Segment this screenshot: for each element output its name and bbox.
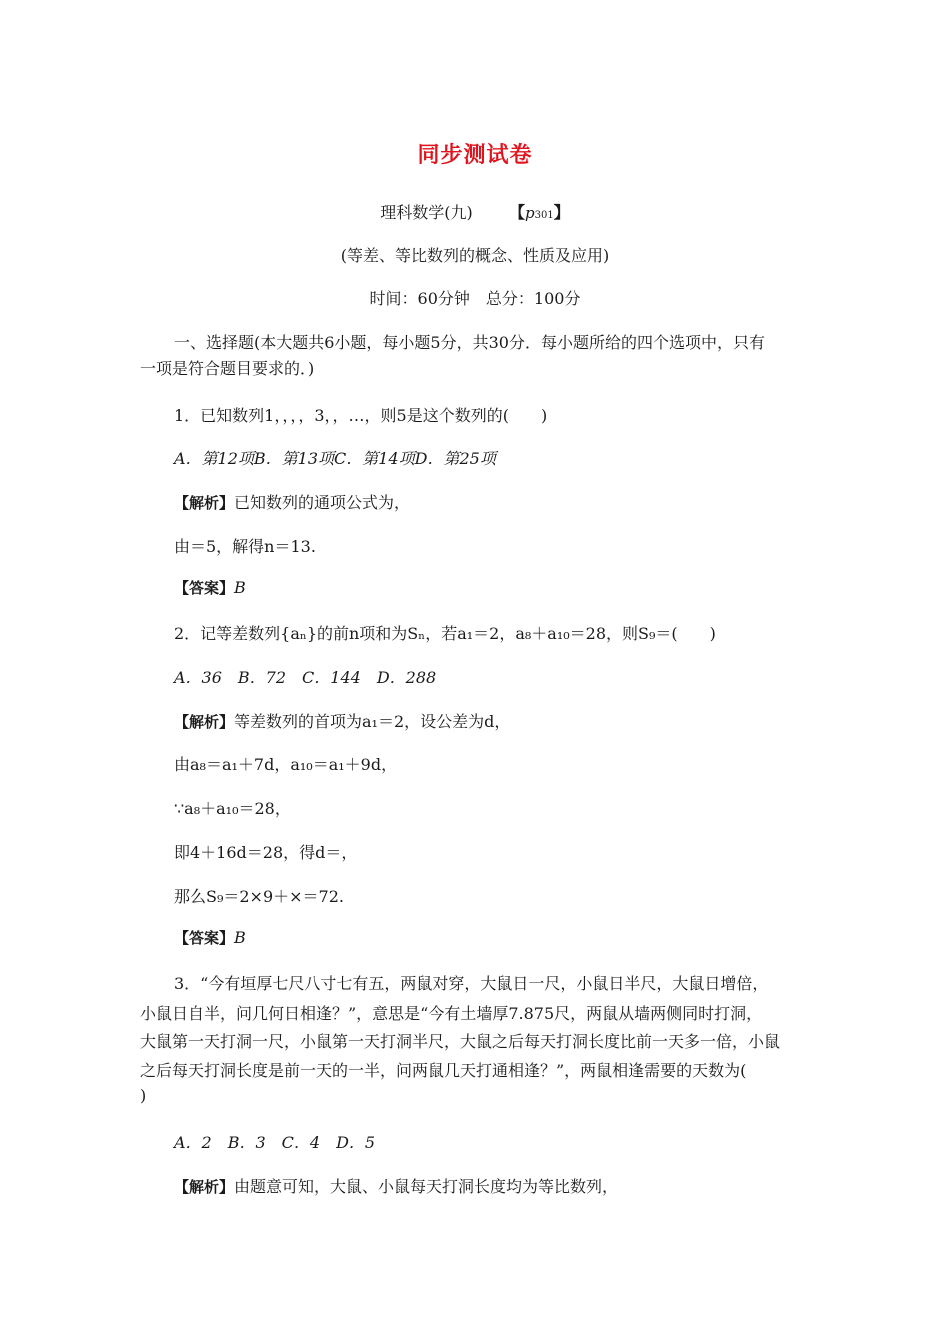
q1-analysis: 【解析】已知数列的通项公式为， (174, 493, 411, 512)
q3-stem-cont: 小鼠日自半，问几何日相逢？”，意思是“今有土墙厚7.875尺，两鼠从墙两侧同时打洞， (140, 1004, 763, 1023)
q2-analysis: 【解析】等差数列的首项为a₁＝2，设公差为d， (174, 712, 511, 731)
q3-stem-cont: 之后每天打洞长度是前一天的一半，问两鼠几天打通相逢？”，两鼠相逢需要的天数为( (140, 1061, 747, 1080)
time-info: 时间：60分钟 总分：100分 (369, 289, 581, 308)
answer-tag: 【答案】 (174, 579, 235, 597)
q3-analysis: 【解析】由题意可知，大鼠、小鼠每天打洞长度均为等比数列， (174, 1177, 619, 1196)
analysis-tag: 【解析】 (174, 713, 235, 731)
q2-options: A．36 B．72 C．144 D．288 (174, 668, 437, 687)
subtitle: 理科数学(九) (380, 203, 473, 222)
q2-step: 那么S₉＝2×9＋×＝72. (174, 887, 344, 906)
q2-step: 由a₈＝a₁＋7d，a₁₀＝a₁＋9d， (174, 755, 398, 774)
subtitle-line (0, 200, 950, 223)
q1-answer: 【答案】B (174, 578, 246, 597)
analysis-tag: 【解析】 (174, 1178, 235, 1196)
page-reference: 【p301】 (508, 203, 570, 222)
q2-answer: 【答案】B (174, 928, 246, 947)
page-title: 同步测试卷 (417, 143, 533, 168)
answer-tag: 【答案】 (174, 929, 235, 947)
q1-step: 由＝5，解得n＝13. (174, 537, 316, 556)
section-heading-cont: 一项是符合题目要求的．) (140, 359, 315, 378)
q1-stem: 1．已知数列1，，，，3，，…，则5是这个数列的( ) (174, 406, 548, 425)
q2-step: 即4＋16d＝28，得d＝， (174, 843, 358, 862)
q2-stem: 2．记等差数列{aₙ}的前n项和为Sₙ，若a₁＝2，a₈＋a₁₀＝28，则S₉＝( ) (174, 624, 716, 643)
q3-options: A．2 B．3 C．4 D．5 (174, 1133, 376, 1152)
q1-options: A．第12项B．第13项C．第14项D．第25项 (174, 449, 496, 468)
q3-stem-cont: ) (140, 1086, 147, 1105)
q3-stem: 3．“今有垣厚七尺八寸七有五，两鼠对穿，大鼠日一尺，小鼠日半尺，大鼠日增倍， (174, 974, 769, 993)
q3-stem-cont: 大鼠第一天打洞一尺，小鼠第一天打洞半尺，大鼠之后每天打洞长度比前一天多一倍，小鼠 (140, 1032, 781, 1051)
section-heading: 一、选择题(本大题共6小题，每小题5分，共30分．每小题所给的四个选项中，只有 (174, 333, 765, 352)
topic-line: (等差、等比数列的概念、性质及应用) (340, 246, 610, 265)
q2-step: ∵a₈＋a₁₀＝28， (174, 799, 291, 818)
analysis-tag: 【解析】 (174, 494, 235, 512)
